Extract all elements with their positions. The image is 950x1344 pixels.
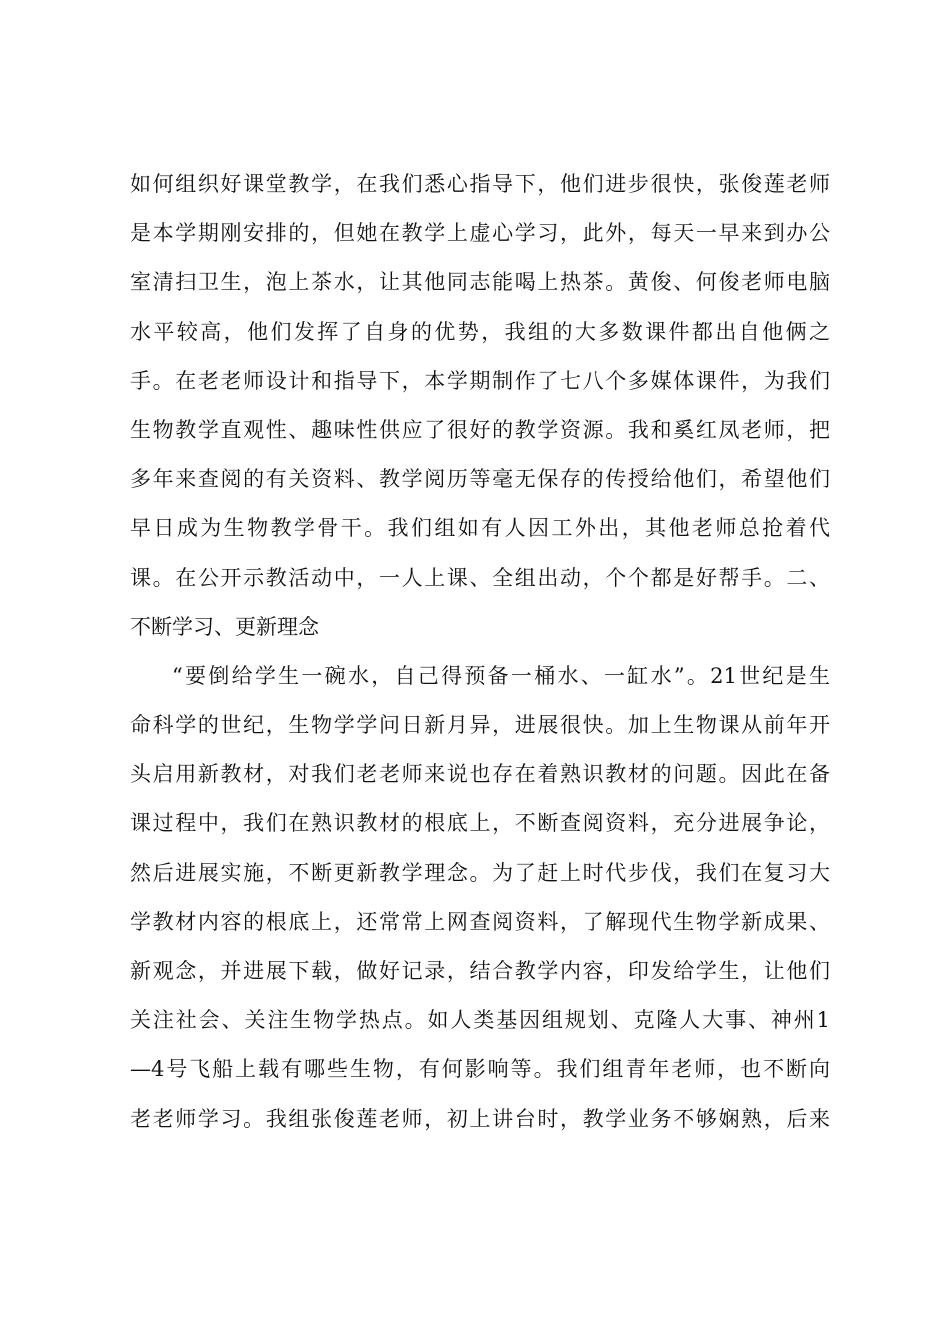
- text-line: 手。在老老师设计和指导下，本学期制作了七八个多媒体课件，为我们: [130, 368, 830, 393]
- text-line: 多年来查阅的有关资料、教学阅历等毫无保存的传授给他们，希望他们: [130, 467, 830, 492]
- text-line: 如何组织好课堂教学，在我们悉心指导下，他们进步很快，张俊莲老师: [130, 172, 830, 196]
- text-line: 生物教学直观性、趣味性供应了很好的教学资源。我和奚红凤老师，把: [130, 417, 830, 442]
- text-line: —4号飞船上载有哪些生物，有何影响等。我们组青年老师，也不断向: [130, 1057, 830, 1082]
- text-line: “要倒给学生一碗水，自己得预备一桶水、一缸水”。21世纪是生: [172, 663, 830, 688]
- text-line: 然后进展实施，不断更新教学理念。为了赶上时代步伐，我们在复习大: [130, 860, 830, 885]
- text-line: 命科学的世纪，生物学学问日新月异，进展很快。加上生物课从前年开: [130, 713, 830, 738]
- text-line: 水平较高，他们发挥了自身的优势，我组的大多数课件都出自他俩之: [130, 319, 830, 344]
- text-line: 室清扫卫生，泡上茶水，让其他同志能喝上热茶。黄俊、何俊老师电脑: [130, 270, 830, 295]
- text-line: 是本学期刚安排的，但她在教学上虚心学习，此外，每天一早来到办公: [130, 221, 830, 246]
- text-line: 课。在公开示教活动中，一人上课、全组出动，个个都是好帮手。二、: [130, 565, 830, 590]
- paragraph-2: [130, 652, 830, 1144]
- text-line: 新观念，并进展下载，做好记录，结合教学内容，印发给学生，让他们: [130, 959, 830, 983]
- text-line: 早日成为生物教学骨干。我们组如有人因工外出，其他老师总抢着代: [130, 516, 830, 541]
- document-body: [130, 160, 830, 1144]
- text-line: 学教材内容的根底上，还常常上网查阅资料，了解现代生物学新成果、: [130, 909, 830, 934]
- text-line: 老老师学习。我组张俊莲老师，初上讲台时，教学业务不够娴熟，后来: [130, 1106, 830, 1131]
- text-line: 课过程中，我们在熟识教材的根底上，不断查阅资料，充分进展争论，: [130, 811, 830, 836]
- text-line: 头启用新教材，对我们老老师来说也存在着熟识教材的问题。因此在备: [130, 762, 830, 787]
- paragraph-1: [130, 160, 830, 652]
- text-line: 关注社会、关注生物学热点。如人类基因组规划、克隆人大事、神州1: [130, 1008, 830, 1033]
- text-line: 不断学习、更新理念: [130, 614, 319, 639]
